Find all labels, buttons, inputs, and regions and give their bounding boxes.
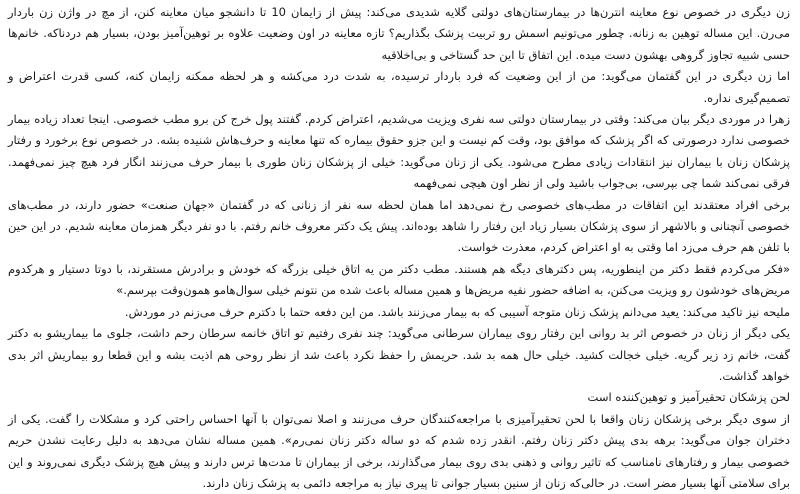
paragraph-2: اما زن دیگری در این گفتمان می‌گوید: من از این وضعیت که فرد باردار ترسیده، به شدت درد می‌کشه و هر لحظه ممکنه زایمان کنه، کسی قدرت اعتراض و تصمیم‌گیری نداره.: [8, 69, 790, 105]
paragraph-8: از سوی دیگر برخی پزشکان زنان واقعا با لحن تحقیرآمیزی با مراجعه‌کنندگان حرف می‌زنند و اصلا نمی‌توان با آنها احساس راحتی کرد و مشکلات را گفت. یکی از دختران جوان می‌گوید: برهه بدی پیش دکتر زنان رفتم. انقدر زده شدم که دو ساله دکتر زنان نمی‌رم». همین مساله نشان می‌دهد به دلیل رعایت نشدن حریم خصوصی بیمار و رفتارهای نامناسب که تاثیر روانی و ذهنی بدی روی بیمار می‌گذارند، برخی از بیماران تا مدت‌ها ترس دارند و پیش هیچ پزشک دیگری نمی‌روند و این برای سلامتی آنها بسیار مضر است. در حالی‌که زنان از سنین بسیار جوانی تا پیری نیاز به مراجعه دائمی به پزشک زنان دارند.: [8, 411, 790, 490]
paragraph-1: زن دیگری در خصوص نوع معاینه انترن‌ها در بیمارستان‌های دولتی گلایه شدیدی می‌کند: پیش از زایمان 10 تا دانشجو میان معاینه کنن، از مچ در واژن زن باردار می‌رن. این مساله توهین به زنانه. چطور می‌تونیم اسمش رو تربیت پزشک بگذاریم؟ تازه معاینه در اون وضعیت علاوه بر توهین‌آمیز بودن، بسیار هم دردناکه. خانم‌ها حسی شبیه تجاوز گروهی بهشون دست میده. این اتفاق تا این حد گستاخی و بی‌اخلاقیه: [8, 5, 790, 62]
section-heading: لحن پزشکان تحقیرآمیز و توهین‌کننده است: [587, 390, 790, 405]
paragraph-5: «فکر می‌کردم فقط دکتر من اینطوریه، پس دکترهای دیگه هم هستند. مطب دکتر من یه اتاق خیلی بزرگه که خودش و برادرش مستقرند، با دوتا دستیار و هرکدوم مریض‌های خودشون رو ویزیت می‌کنن، به اضافه حضور نفیه مریض‌ها و همین مساله باعث شده من نتونم خیلی سوال‌هامو همون‌وقت بپرسم.»: [8, 261, 790, 298]
paragraph-6: ملیحه نیز تاکید می‌کند: یعید می‌دانم پزشک زنان متوجه آسیبی که به بیمار می‌زنند باشد. من این دفعه حتما با دکترم حرف می‌زنم در موردش.: [124, 304, 790, 319]
paragraph-4: برخی افراد معتقدند این اتفاقات در مطب‌های خصوصی رخ نمی‌دهد اما همان لحظه سه نفر از زنانی که در گفتمان «جهان صنعت» حضور دارند، در مطب‌های خصوصی آنچنانی و بالاشهر از سوی پزشکان بسیار زیاد این رفتار را شاهد بوده‌اند. پیش یک دکتر معروف خانم رفتم. با دو نفر دیگر همزمان معاینه شدیم. در این حین با تلفن هم حرف می‌زد اما وقتی به او اعتراض کردم، معذرت خواست.: [8, 197, 790, 255]
paragraph-3: زهرا در موردی دیگر بیان می‌کند: وقتی در بیمارستان دولتی سه نفری ویزیت می‌شدیم، اعتراض کردم. گفتند پول خرج کن برو مطب خصوصی. اینجا تعداد زیاده بیمار خصوصی ندارد درصورتی که اگر پزشک که موافق بود، وقت کم نیست و این جزو حقوق بیماره که تنها معاینه و حرف‌هاش شنیده بشه. در خصوص نوع برخورد و رفتار پزشکان زنان با بیماران نیز انتقادات زیادی مطرح می‌شود. یکی از زنان می‌گوید: خیلی از پزشکان زنان طوری با بیمار حرف می‌زنند انگار فرد هیچ چیز نمی‌فهمد. فرقی نمی‌کند شما چی بپرسی، بی‌جواب باشید ولی از نظر اون هیچی نمی‌فهمه: [8, 112, 790, 191]
paragraph-7: یکی دیگر از زنان در خصوص اثر بد روانی این رفتار روی بیماران سرطانی می‌گوید: چند نفری رفتیم تو اتاق خانمه سرطان رحم داشت، جلوی ما بیماریشو به دکتر گفت، خانم زد زیر گریه. خیلی خجالت کشید. خیلی حال همه بد شد. حریمش را حفظ نکرد باعث شد از نظر روحی هم اذیت بشه و این قطعا رو بیماریش اثر بدی خواهد گذاشت.: [8, 326, 790, 383]
